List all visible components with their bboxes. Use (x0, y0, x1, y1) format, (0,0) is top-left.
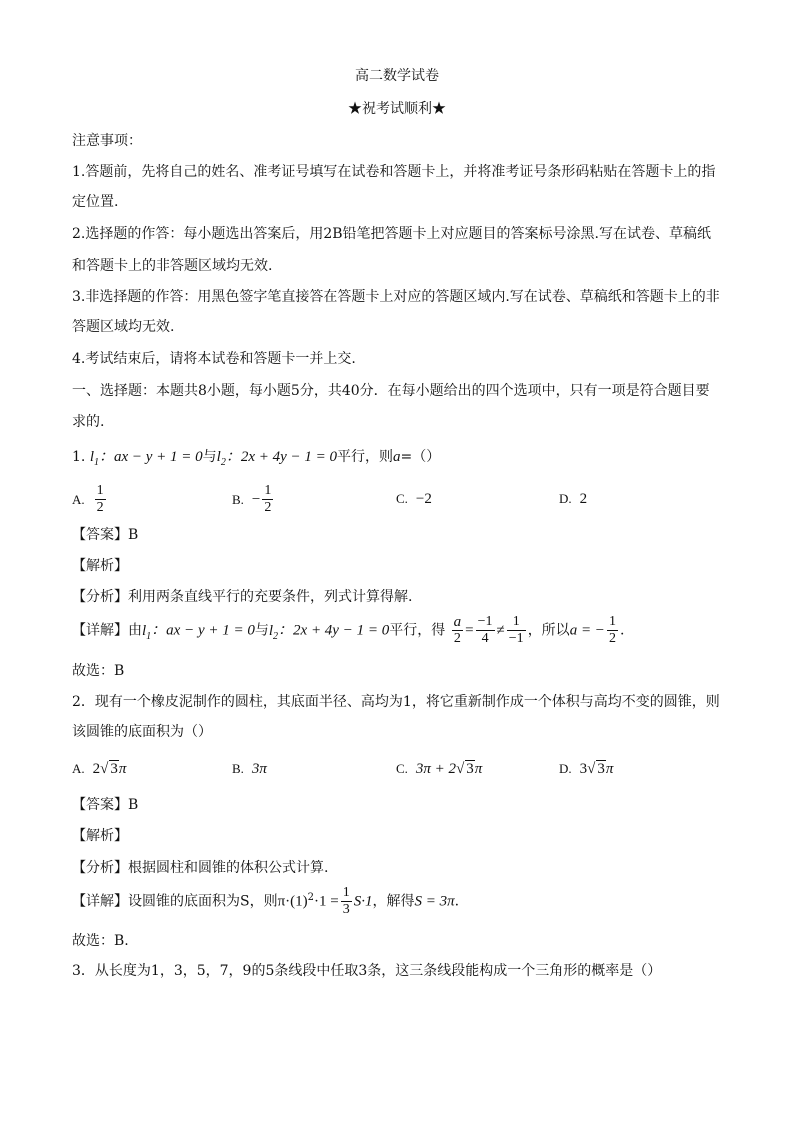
page-title: 高二数学试卷 (355, 68, 439, 84)
section-1-heading-line-2: 求的. (72, 414, 105, 430)
question-2-answer: 【答案】B (72, 797, 139, 813)
fraction-1-over-neg1: $\frac{1}{-1}$ (508, 614, 524, 646)
note-3-line-1: 3.非选择题的作答：用黑色签字笔直接答在答题卡上对应的答题区域内.写在试卷、草稿纸和答题卡上的非 (72, 289, 720, 305)
question-1-tail: 平行，则 (337, 449, 394, 465)
fraction-neg1-over-4: $\frac{-1}{4}$ (477, 614, 493, 646)
question-1-detail: 【详解】由$l_1$：ax − y + 1 = 0与$l_2$：2x + 4y − 1 = 0平行，得 $\frac{a}{2}$ = $\frac{-1}{4}$ ≠ $\frac{1}{-1}$ ，所以a = − $\frac{1}{2}$ . (72, 614, 625, 646)
question-2-option-c: C. 3π + 2√ 3π (396, 761, 483, 777)
notes-heading: 注意事项： (72, 133, 142, 149)
question-1-answer: 【答案】B (72, 527, 139, 543)
fraction-1-over-2: $\frac{1}{2}$ (608, 614, 616, 646)
note-4: 4.考试结束后，请将本试卷和答题卡一并上交. (72, 351, 356, 367)
question-1-variable: a (393, 449, 401, 465)
question-2-option-d: D. 3√ 3π (559, 761, 614, 777)
question-1-option-a: A. $\frac{1}{2}$ (72, 483, 104, 515)
question-2-stem-line-1: 2．现有一个橡皮泥制作的圆柱，其底面半径、高均为1，将它重新制作成一个体积与高均不变的圆锥，则 (72, 694, 720, 710)
fraction-1-over-3: $\frac{1}{3}$ (342, 885, 350, 917)
question-2-analysis-tag: 【解析】 (72, 828, 128, 844)
question-2-fenxi: 【分析】根据圆柱和圆锥的体积公式计算. (72, 860, 329, 876)
question-1-number: 1. (72, 449, 86, 465)
question-2-detail: 【详解】设圆锥的底面积为S，则$\pi\cdot(1)^2\cdot 1$ = $\frac{1}{3}$ S·1，解得S = 3π. (72, 885, 460, 917)
question-2-choose: 故选：B. (72, 933, 129, 949)
question-1-option-c: C. −2 (396, 491, 432, 507)
question-1-option-d: D. 2 (559, 491, 588, 507)
question-2-option-b: B. 3π (232, 761, 267, 777)
question-1-stem (72, 447, 440, 473)
line-l2-label: $l_2$ (216, 449, 226, 468)
fraction-a-over-2: $\frac{a}{2}$ (453, 614, 462, 646)
note-2-line-2: 和答题卡上的非答题区域均无效. (72, 258, 273, 274)
question-1-with: 与 (202, 449, 217, 465)
question-1-fenxi: 【分析】利用两条直线平行的充要条件，列式计算得解. (72, 589, 413, 605)
line-l1-equation: ：ax − y + 1 = 0 (98, 449, 203, 465)
question-1-choose: 故选：B (72, 663, 125, 679)
note-1-line-1: 1.答题前，先将自己的姓名、准考证号填写在试卷和答题卡上，并将准考证号条形码粘贴在答题卡上的指 (72, 164, 716, 180)
question-1-analysis-tag: 【解析】 (72, 558, 128, 574)
line-l2-equation: ：2x + 4y − 1 = 0 (225, 449, 338, 465)
section-1-heading-line-1: 一、选择题：本题共8小题，每小题5分，共40分．在每小题给出的四个选项中，只有一项是符合题目要 (72, 383, 710, 399)
question-1-tail-2: =（） (400, 449, 441, 465)
note-1-line-2: 定位置. (72, 194, 119, 210)
question-2-option-a: A. 2√ 3π (72, 761, 127, 777)
note-3-line-2: 答题区域均无效. (72, 319, 175, 335)
page-subtitle: ★祝考试顺利★ (348, 101, 446, 117)
note-2-line-1: 2.选择题的作答：每小题选出答案后，用2B铅笔把答题卡上对应题目的答案标号涂黑.写在试卷、草稿纸 (72, 226, 712, 242)
line-l1-label: $l_1$ (89, 449, 99, 468)
question-2-stem-line-2: 该圆锥的底面积为（） (72, 724, 212, 740)
question-1-option-b: B. − $\frac{1}{2}$ (232, 483, 272, 515)
question-3-stem: 3．从长度为1，3，5，7，9的5条线段中任取3条，这三条线段能构成一个三角形的概率是（） (72, 963, 662, 979)
